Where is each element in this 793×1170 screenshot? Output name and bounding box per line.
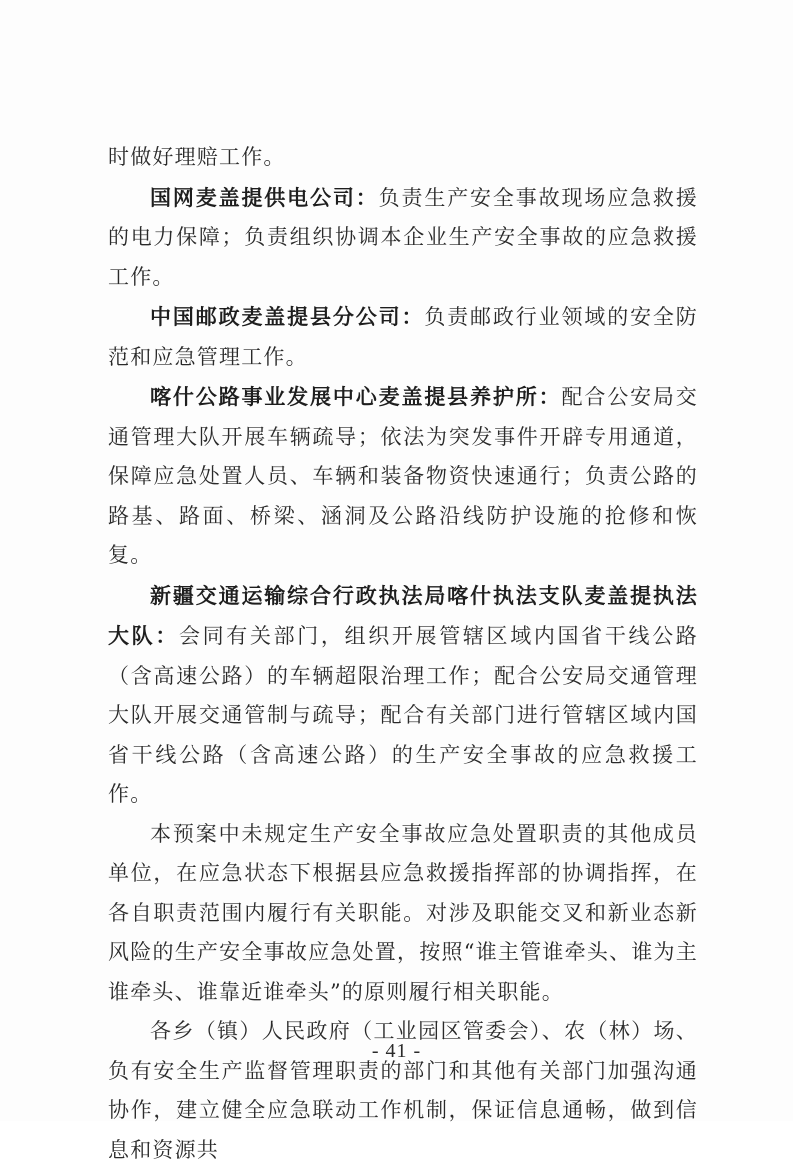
- paragraph-other-members: [108, 815, 698, 1013]
- paragraph-lead: 喀什公路事业发展中心麦盖提县养护所：: [150, 384, 562, 409]
- paragraph-text: 时做好理赔工作。: [108, 145, 286, 169]
- paragraph-text: 各乡（镇）人民政府（工业园区管委会）、农（林）场、负有安全生产监督管理职责的部门和其他有关部门加强沟通协作，建立健全应急联动工作机制，保证信息通畅，做到信息和资源共: [108, 1019, 698, 1162]
- paragraph-lead: 新疆交通运输综合行政执法局喀什执法支队麦盖提执法大队：: [108, 582, 698, 648]
- paragraph-lead: 中国邮政麦盖提县分公司：: [150, 304, 425, 329]
- paragraph-postal-company: [108, 297, 698, 377]
- paragraph-text: 本预案中未规定生产安全事故应急处置职责的其他成员单位，在应急状态下根据县应急救援指挥部的协调指挥，在各自职责范围内履行有关职能。对涉及职能交叉和新业态新风险的生产安全事故应急处置，按照“谁主管谁牵头、谁为主谁牵头、谁靠近谁牵头”的原则履行相关职能。: [108, 821, 698, 1004]
- paragraph-text: 负责生产安全事故现场应急救援的电力保障；负责组织协调本企业生产安全事故的应急救援工作。: [108, 185, 698, 289]
- paragraph-continuation: [108, 138, 698, 178]
- paragraph-text: 配合公安局交通管理大队开展车辆疏导；依法为突发事件开辟专用通道，保障应急处置人员、车辆和装备物资快速通行；负责公路的路基、路面、桥梁、涵洞及公路沿线防护设施的抢修和恢复。: [108, 385, 698, 567]
- paragraph-power-company: [108, 178, 698, 298]
- paragraph-highway-maintenance: [108, 377, 698, 576]
- paragraph-township-governments: [108, 1012, 698, 1170]
- document-body: [108, 138, 698, 1170]
- paragraph-lead: 国网麦盖提供电公司：: [150, 184, 379, 210]
- paragraph-transport-enforcement: [108, 576, 698, 815]
- paragraph-text: 负责邮政行业领域的安全防范和应急管理工作。: [108, 305, 698, 369]
- page-number: - 41 -: [371, 1040, 422, 1062]
- paragraph-text: 会同有关部门，组织开展管辖区域内国省干线公路（含高速公路）的车辆超限治理工作；配合公安局交通管理大队开展交通管制与疏导；配合有关部门进行管辖区域内国省干线公路（含高速公路）的生产安全事故的应急救援工作。: [108, 624, 698, 806]
